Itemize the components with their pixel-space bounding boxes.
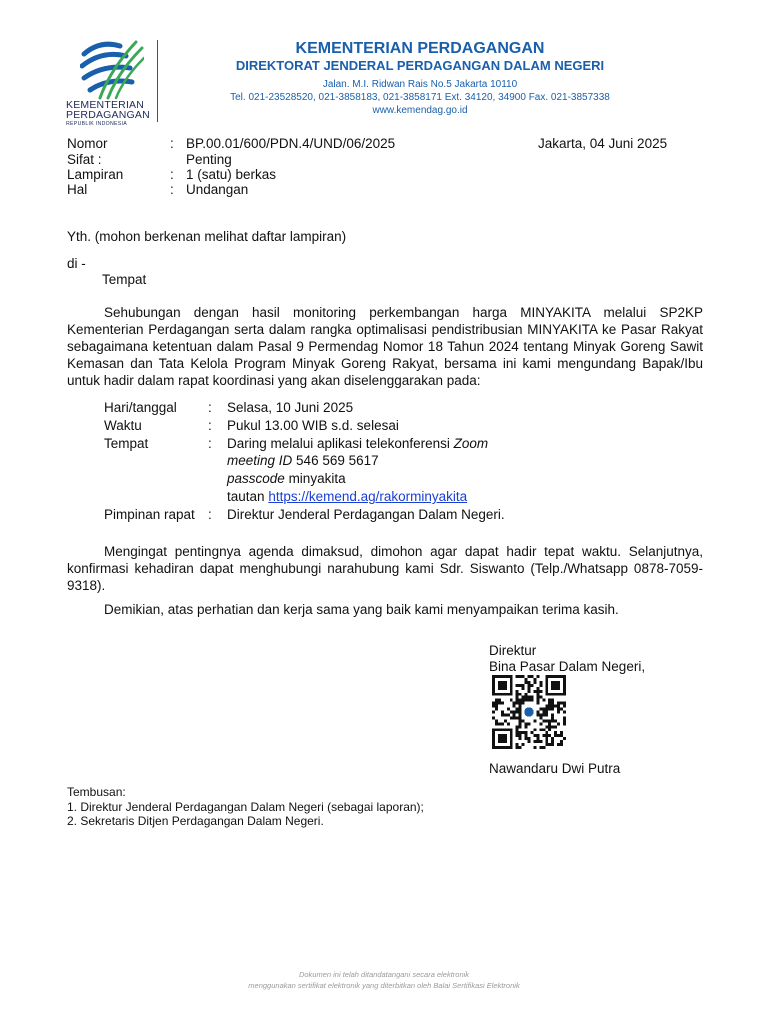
qr-module xyxy=(504,713,507,716)
qr-module xyxy=(519,708,522,711)
qr-module xyxy=(528,737,531,740)
pimpinan-value: Direktur Jenderal Perdagangan Dalam Negeri. xyxy=(227,507,505,522)
qr-module xyxy=(522,743,525,746)
qr-module xyxy=(522,719,525,722)
qr-module xyxy=(563,705,566,708)
qr-module xyxy=(536,699,539,702)
qr-module xyxy=(528,722,531,725)
qr-finder-core xyxy=(551,681,560,690)
qr-module xyxy=(510,711,513,714)
hal-value: Undangan xyxy=(186,182,249,197)
waktu-label: Waktu xyxy=(104,418,142,433)
ministry-logo xyxy=(66,40,158,130)
qr-module xyxy=(516,699,519,702)
qr-module xyxy=(492,705,495,708)
hal-colon: : xyxy=(170,182,174,197)
qr-module xyxy=(545,711,548,714)
qr-module xyxy=(528,740,531,743)
qr-module xyxy=(557,705,560,708)
qr-module xyxy=(533,681,536,684)
hari-label: Hari/tanggal xyxy=(104,400,177,415)
qr-module xyxy=(551,719,554,722)
qr-module xyxy=(519,699,522,702)
logo-line-1: KEMENTERIAN xyxy=(66,99,145,111)
qr-module xyxy=(551,699,554,702)
qr-center-logo xyxy=(524,707,533,716)
qr-module xyxy=(501,713,504,716)
qr-module xyxy=(516,708,519,711)
qr-module xyxy=(551,702,554,705)
qr-module xyxy=(525,681,528,684)
qr-module xyxy=(542,746,545,749)
signatory-title-2: Bina Pasar Dalam Negeri, xyxy=(489,659,646,674)
pimpinan-label: Pimpinan rapat xyxy=(104,507,195,522)
qr-module xyxy=(525,678,528,681)
qr-module xyxy=(551,725,554,728)
qr-module xyxy=(516,684,519,687)
qr-module xyxy=(522,702,525,705)
qr-module xyxy=(516,728,519,731)
cc-item-1: 1. Direktur Jenderal Perdagangan Dalam Negeri (sebagai laporan); xyxy=(67,800,424,814)
qr-module xyxy=(501,702,504,705)
qr-module xyxy=(533,746,536,749)
qr-module xyxy=(516,693,519,696)
qr-module xyxy=(530,731,533,734)
qr-module xyxy=(542,719,545,722)
qr-module xyxy=(536,690,539,693)
qr-module xyxy=(548,699,551,702)
cc-label: Tembusan: xyxy=(67,785,126,799)
tautan-line xyxy=(227,488,467,505)
qr-module xyxy=(548,705,551,708)
qr-module xyxy=(560,743,563,746)
hari-value: Selasa, 10 Juni 2025 xyxy=(227,400,354,415)
qr-module xyxy=(525,734,528,737)
qr-module xyxy=(528,687,531,690)
qr-module xyxy=(563,737,566,740)
qr-module xyxy=(492,702,495,705)
lampiran-value: 1 (satu) berkas xyxy=(186,167,277,182)
qr-finder-core xyxy=(498,681,507,690)
qr-module xyxy=(495,722,498,725)
qr-module xyxy=(492,716,495,719)
qr-module xyxy=(548,702,551,705)
qr-module xyxy=(542,734,545,737)
qr-module xyxy=(539,728,542,731)
qr-module xyxy=(554,725,557,728)
qr-module xyxy=(522,699,525,702)
qr-module xyxy=(513,711,516,714)
qr-module xyxy=(528,681,531,684)
qr-module xyxy=(516,743,519,746)
hal-label: Hal xyxy=(67,182,88,197)
qr-module xyxy=(519,722,522,725)
meeting-id-label: meeting ID xyxy=(227,453,293,468)
letterhead xyxy=(200,40,640,117)
qr-module xyxy=(539,713,542,716)
qr-module xyxy=(516,734,519,737)
qr-module xyxy=(522,731,525,734)
qr-module xyxy=(525,699,528,702)
qr-module xyxy=(545,740,548,743)
qr-module xyxy=(542,728,545,731)
qr-module xyxy=(545,713,548,716)
nomor-value: BP.00.01/600/PDN.4/UND/06/2025 xyxy=(186,136,396,151)
qr-module xyxy=(557,734,560,737)
qr-module xyxy=(516,696,519,699)
cc-item-2: 2. Sekretaris Ditjen Perdagangan Dalam Negeri. xyxy=(67,814,324,828)
qr-module xyxy=(516,711,519,714)
qr-module xyxy=(539,746,542,749)
qr-module xyxy=(510,716,513,719)
tempat-label: Tempat xyxy=(104,436,149,451)
recipient-di: di - xyxy=(67,256,86,271)
signature-qr-code-icon xyxy=(491,675,567,749)
qr-module xyxy=(495,702,498,705)
qr-module xyxy=(563,719,566,722)
qr-module xyxy=(533,740,536,743)
qr-module xyxy=(516,731,519,734)
qr-module xyxy=(554,719,557,722)
qr-module xyxy=(495,708,498,711)
qr-module xyxy=(519,702,522,705)
qr-module xyxy=(533,719,536,722)
body-paragraph-1 xyxy=(67,304,703,389)
qr-module xyxy=(516,716,519,719)
qr-module xyxy=(560,740,563,743)
qr-module xyxy=(548,728,551,731)
qr-module xyxy=(551,743,554,746)
qr-module xyxy=(563,711,566,714)
paragraph-1-text: Sehubungan dengan hasil monitoring perkembangan harga MINYAKITA melalui SP2KP Kementerian Perdagangan serta dalam rangka optimalisasi pendistribusian MINYAKITA ke Pasar Rakyat sebagaimana ketentuan dalam Pasal 9 Permendag Nomor 18 Tahun 2024 tentang Minyak Goreng Sawit Kemasan dan Tata Kelola Program Minyak Goreng Rakyat, bersama ini kami mengundang Bapak/Ibu untuk hadir dalam rapat koordinasi yang akan diselenggarakan pada: xyxy=(67,305,703,388)
signatory-name: Nawandaru Dwi Putra xyxy=(489,761,621,776)
qr-module xyxy=(522,675,525,678)
qr-module xyxy=(525,693,528,696)
qr-module xyxy=(545,743,548,746)
qr-module xyxy=(519,684,522,687)
qr-module xyxy=(519,731,522,734)
qr-module xyxy=(519,693,522,696)
recipient-tempat: Tempat xyxy=(102,272,147,287)
qr-module xyxy=(539,684,542,687)
qr-module xyxy=(528,675,531,678)
qr-module xyxy=(513,705,516,708)
qr-module xyxy=(542,708,545,711)
qr-module xyxy=(536,696,539,699)
qr-module xyxy=(539,681,542,684)
qr-module xyxy=(539,690,542,693)
qr-module xyxy=(519,737,522,740)
qr-module xyxy=(530,684,533,687)
qr-module xyxy=(525,696,528,699)
meeting-id-value: 546 569 5617 xyxy=(296,453,379,468)
qr-module xyxy=(525,722,528,725)
footer-line-1: Dokumen ini telah ditandatangani secara elektronik xyxy=(298,970,470,979)
qr-module xyxy=(522,687,525,690)
qr-module xyxy=(528,690,531,693)
letterhead-divider xyxy=(157,40,158,122)
meeting-link[interactable]: https://kemend.ag/rakorminyakita xyxy=(268,489,468,504)
sifat-value: Penting xyxy=(186,152,232,167)
qr-module xyxy=(557,722,560,725)
qr-module xyxy=(501,711,504,714)
qr-module xyxy=(539,722,542,725)
qr-module xyxy=(557,743,560,746)
qr-module xyxy=(507,722,510,725)
qr-module xyxy=(557,708,560,711)
pimpinan-colon: : xyxy=(208,507,212,522)
meeting-id-line xyxy=(227,452,379,469)
qr-module xyxy=(530,675,533,678)
qr-finder-core xyxy=(498,734,507,743)
qr-module xyxy=(519,719,522,722)
logo-line-3: REPUBLIK INDONESIA xyxy=(66,121,128,127)
lampiran-label: Lampiran xyxy=(67,167,124,182)
qr-module xyxy=(548,722,551,725)
ministry-emblem-icon xyxy=(80,40,144,100)
qr-module xyxy=(516,702,519,705)
qr-module xyxy=(563,702,566,705)
qr-module xyxy=(530,696,533,699)
zoom-text: Zoom xyxy=(453,436,489,451)
ministry-name: KEMENTERIAN PERDAGANGAN xyxy=(295,40,545,57)
qr-module xyxy=(516,746,519,749)
qr-module xyxy=(545,719,548,722)
qr-module xyxy=(536,737,539,740)
qr-module xyxy=(495,705,498,708)
qr-module xyxy=(536,713,539,716)
body-paragraph-3: Demikian, atas perhatian dan kerja sama yang baik kami menyampaikan terima kasih. xyxy=(104,602,619,617)
qr-module xyxy=(525,725,528,728)
qr-module xyxy=(516,675,519,678)
qr-module xyxy=(501,722,504,725)
qr-module xyxy=(539,740,542,743)
qr-module xyxy=(528,696,531,699)
qr-module xyxy=(533,690,536,693)
qr-module xyxy=(519,734,522,737)
qr-module xyxy=(519,705,522,708)
directorate-name: DIREKTORAT JENDERAL PERDAGANGAN DALAM NEGERI xyxy=(235,58,605,73)
qr-module xyxy=(563,716,566,719)
nomor-colon: : xyxy=(170,136,174,151)
qr-module xyxy=(516,725,519,728)
qr-module xyxy=(498,699,501,702)
qr-module xyxy=(492,711,495,714)
qr-module xyxy=(545,731,548,734)
qr-module xyxy=(533,734,536,737)
paragraph-2-text: Mengingat pentingnya agenda dimaksud, dimohon agar dapat hadir tepat waktu. Selanjutnya, konfirmasi kehadiran dapat menghubungi narahubung kami Sdr. Siswanto (Telp./Whatsapp 0878-7059-9318). xyxy=(67,544,703,593)
signatory-title-1: Direktur xyxy=(489,643,537,658)
qr-module xyxy=(495,719,498,722)
qr-module xyxy=(522,684,525,687)
qr-module xyxy=(504,719,507,722)
qr-module xyxy=(548,725,551,728)
qr-module xyxy=(525,731,528,734)
letterhead-phone: Tel. 021-23528520, 021-3858183, 021-3858171 Ext. 34120, 34900 Fax. 021-3857338 xyxy=(230,92,610,103)
qr-module xyxy=(542,699,545,702)
qr-module xyxy=(519,716,522,719)
qr-module xyxy=(545,705,548,708)
qr-module xyxy=(530,699,533,702)
qr-module xyxy=(542,711,545,714)
letterhead-website[interactable]: www.kemendag.go.id xyxy=(372,105,468,116)
qr-module xyxy=(536,734,539,737)
tempat-text: Daring melalui aplikasi telekonferensi xyxy=(227,436,450,451)
qr-module xyxy=(525,737,528,740)
qr-module xyxy=(545,734,548,737)
passcode-value: minyakita xyxy=(288,471,346,486)
qr-module xyxy=(545,708,548,711)
qr-module xyxy=(528,699,531,702)
qr-module xyxy=(560,708,563,711)
qr-module xyxy=(548,734,551,737)
waktu-value: Pukul 13.00 WIB s.d. selesai xyxy=(227,418,399,433)
logo-line-2: PERDAGANGAN xyxy=(66,109,150,121)
qr-module xyxy=(519,675,522,678)
footer-line-2: menggunakan sertifikat elektronik yang diterbitkan oleh Balai Sertifikasi Elektronik xyxy=(248,981,520,990)
qr-module xyxy=(554,731,557,734)
qr-module xyxy=(536,687,539,690)
qr-module xyxy=(542,713,545,716)
tempat-value xyxy=(227,435,488,452)
qr-module xyxy=(548,708,551,711)
qr-module xyxy=(560,734,563,737)
qr-module xyxy=(507,713,510,716)
qr-module xyxy=(519,746,522,749)
recipient-yth: Yth. (mohon berkenan melihat daftar lampiran) xyxy=(67,229,347,244)
qr-module xyxy=(495,699,498,702)
qr-module xyxy=(516,690,519,693)
qr-module xyxy=(513,702,516,705)
qr-module xyxy=(560,731,563,734)
logo-wordmark xyxy=(66,100,158,127)
passcode-line xyxy=(227,470,346,487)
hari-colon: : xyxy=(208,400,212,415)
letterhead-address: Jalan. M.I. Ridwan Rais No.5 Jakarta 10110 xyxy=(322,79,518,90)
qr-module xyxy=(536,702,539,705)
qr-module xyxy=(557,711,560,714)
qr-module xyxy=(551,713,554,716)
qr-module xyxy=(539,708,542,711)
qr-module xyxy=(536,740,539,743)
qr-module xyxy=(554,734,557,737)
letter-date: Jakarta, 04 Juni 2025 xyxy=(538,136,668,151)
qr-module xyxy=(536,711,539,714)
tautan-label: tautan xyxy=(227,489,265,504)
qr-module xyxy=(507,708,510,711)
qr-module xyxy=(551,740,554,743)
qr-module xyxy=(536,675,539,678)
qr-module xyxy=(548,719,551,722)
passcode-label: passcode xyxy=(227,471,285,486)
qr-module xyxy=(551,737,554,740)
qr-module xyxy=(498,702,501,705)
qr-module xyxy=(545,737,548,740)
qr-module xyxy=(548,743,551,746)
qr-module xyxy=(560,702,563,705)
qr-module xyxy=(554,705,557,708)
qr-module xyxy=(513,716,516,719)
qr-module xyxy=(557,702,560,705)
qr-module xyxy=(539,716,542,719)
qr-module xyxy=(551,716,554,719)
qr-module xyxy=(513,713,516,716)
qr-module xyxy=(539,696,542,699)
qr-module xyxy=(522,696,525,699)
qr-module xyxy=(551,705,554,708)
qr-module xyxy=(528,684,531,687)
body-paragraph-2 xyxy=(67,543,703,594)
waktu-colon: : xyxy=(208,418,212,433)
qr-module xyxy=(498,722,501,725)
qr-module xyxy=(533,728,536,731)
qr-module xyxy=(533,678,536,681)
qr-module xyxy=(519,711,522,714)
qr-module xyxy=(551,708,554,711)
qr-module xyxy=(519,713,522,716)
qr-module xyxy=(536,693,539,696)
tempat-colon: : xyxy=(208,436,212,451)
qr-module xyxy=(519,725,522,728)
qr-module xyxy=(545,725,548,728)
qr-module xyxy=(510,699,513,702)
lampiran-colon: : xyxy=(170,167,174,182)
sifat-label: Sifat : xyxy=(67,152,102,167)
qr-module xyxy=(563,722,566,725)
nomor-label: Nomor xyxy=(67,136,108,151)
